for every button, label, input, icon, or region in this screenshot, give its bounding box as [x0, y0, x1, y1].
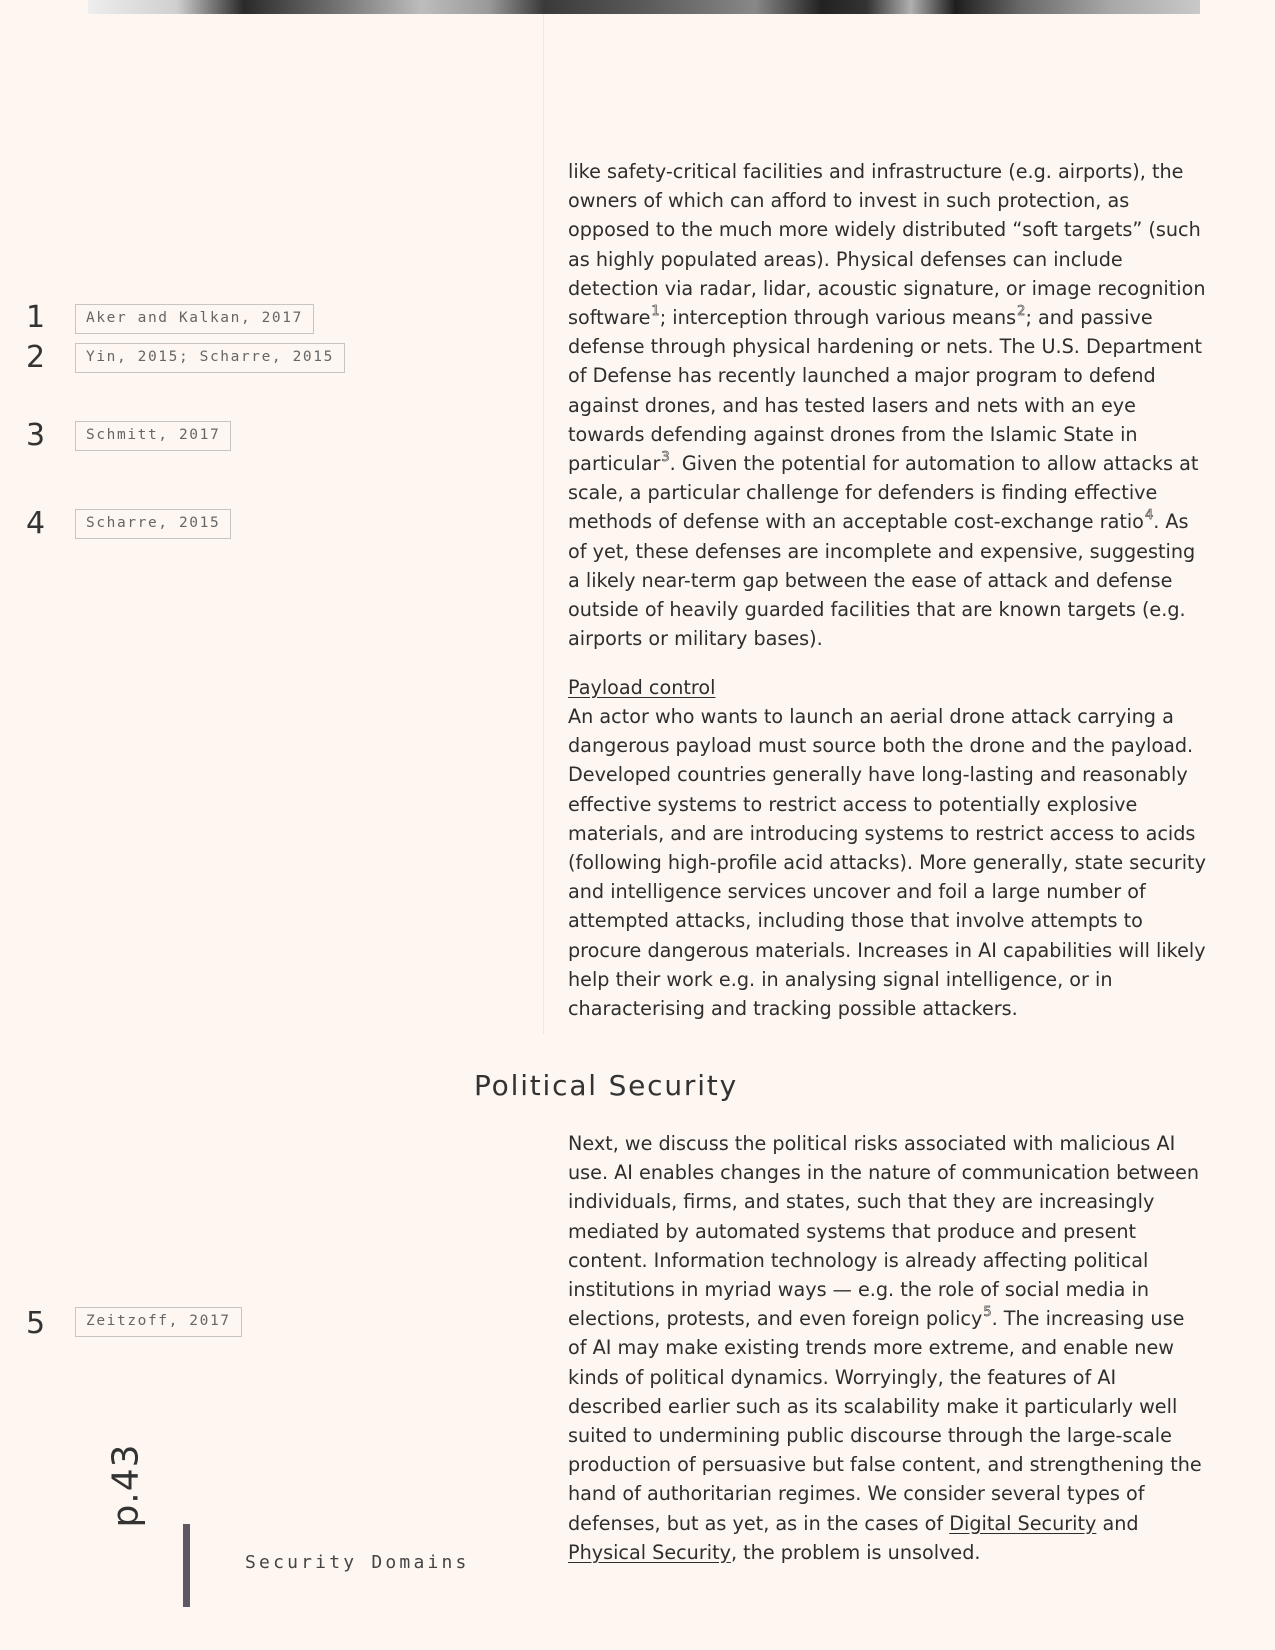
page-number: p.43 — [105, 1442, 147, 1528]
footnote-reference: Scharre, 2015 — [75, 509, 231, 539]
footnote-number: 2 — [26, 340, 46, 375]
column-divider — [543, 14, 544, 1034]
footer-section-label: Security Domains — [245, 1552, 470, 1573]
subheading-payload-control: Payload control — [568, 676, 716, 699]
footnote-number: 3 — [26, 418, 46, 453]
footnote-marker: 1 — [651, 304, 660, 320]
section-title: Political Security — [474, 1069, 738, 1102]
footnote-number: 1 — [26, 300, 46, 335]
footnote-marker: 3 — [661, 450, 670, 466]
body-paragraph-payload: An actor who wants to launch an aerial drone attack carrying a dangerous payload must source both the drone and the payload. Developed countries generally have long-lasting and reasonably effective systems to restrict access to potentially explosive materials, and are introducing systems to restrict access to acids (following high-profile acid attacks). More generally, state security and intelligence services uncover and foil a large number of attempted attacks, including those that involve attempts to procure dangerous materials. Increases in AI capabilities will likely help their work e.g. in analysing signal intelligence, or in characterising and tracking possible attackers. — [568, 705, 1206, 1021]
footnote-marker: 2 — [1017, 304, 1026, 320]
footnote-reference: Schmitt, 2017 — [75, 421, 231, 451]
footer-bar — [183, 1524, 190, 1607]
link-digital-security[interactable]: Digital Security — [949, 1511, 1097, 1535]
body-paragraph-political: Next, we discuss the political risks associated with malicious AI use. AI enables changes in the nature of communication between individuals, firms, and states, such that they are increasingly mediated by automated systems that produce and present content. Information technology is already affecting political institutions in myriad ways — e.g. the role of social media in elections, protests, and even foreign policy$^5$. The increasing use of AI may make existing trends more extreme, and enable new kinds of political dynamics. Worryingly, the features of AI described earlier such as its scalability make it particularly well suited to undermining public discourse through the large-scale production of persuasive but false content, and strengthening the hand of authoritarian regimes. We consider several types of defenses, but as yet, as in the cases of Digital Security and Physical Security, the problem is unsolved. — [568, 1132, 1202, 1564]
header-image-strip — [88, 0, 1200, 14]
footnote-marker: 5 — [983, 1305, 992, 1321]
footnote-marker: 4 — [1144, 508, 1154, 524]
body-paragraph-defenses: like safety-critical facilities and infrastructure (e.g. airports), the owners of which can afford to invest in such protection, as opposed to the much more widely distributed “soft targets” (such as highly populated areas). Physical defenses can include detection via radar, lidar, acoustic signature, or image recognition software$^1$; interception through various means$^2$; and passive defense through physical hardening or nets. The U.S. Department of Defense has recently launched a major program to defend against drones, and has tested lasers and nets with an eye towards defending against drones from the Islamic State in particular$^3$. Given the potential for automation to allow attacks at scale, a particular challenge for defenders is finding effective methods of defense with an acceptable cost-exchange ratio$^4$. As of yet, these defenses are incomplete and expensive, suggesting a likely near-term gap between the ease of attack and defense outside of heavily guarded facilities that are known targets (e.g. airports or military bases). — [568, 160, 1206, 651]
link-physical-security[interactable]: Physical Security — [568, 1540, 731, 1564]
footnote-number: 5 — [26, 1306, 46, 1341]
footnote-number: 4 — [26, 506, 46, 541]
footnote-reference: Aker and Kalkan, 2017 — [75, 304, 314, 334]
footnote-reference: Yin, 2015; Scharre, 2015 — [75, 343, 345, 373]
footnote-reference: Zeitzoff, 2017 — [75, 1307, 242, 1337]
